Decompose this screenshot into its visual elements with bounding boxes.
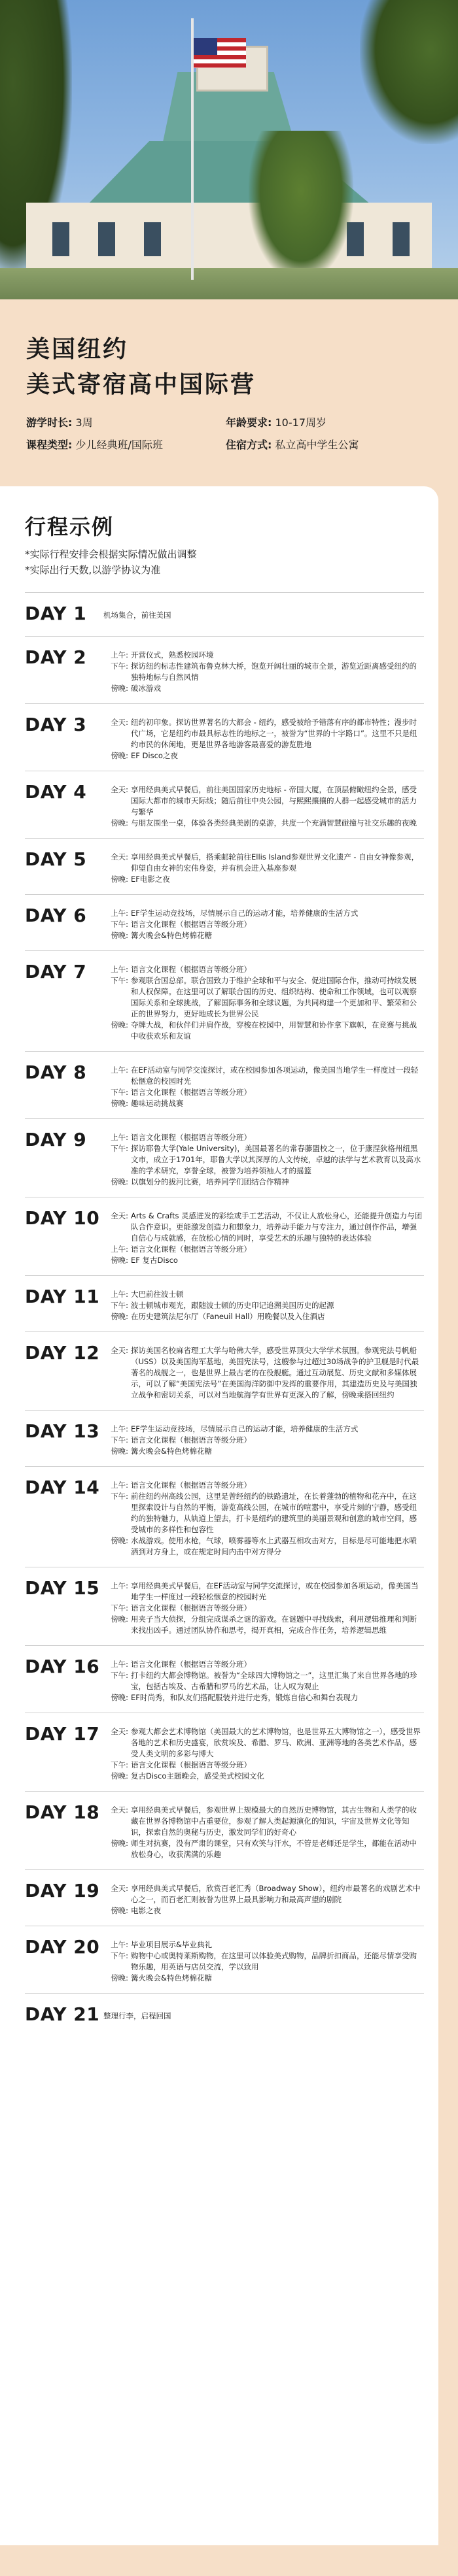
day-item — [25, 1466, 424, 1567]
day-label: DAY 9 — [25, 1129, 87, 1150]
day-schedule — [103, 1205, 424, 1266]
activity-text: 复古Disco主题晚会，感受美式校园文化 — [131, 1771, 264, 1781]
time-of-day-label: 上午: — [111, 1290, 128, 1299]
time-of-day-label: 下午: — [111, 1760, 128, 1769]
time-of-day-label: 傍晚: — [111, 1447, 128, 1456]
time-of-day-label: 上午: — [111, 1660, 128, 1669]
day-schedule — [103, 959, 424, 1042]
time-of-day-label: 傍晚: — [111, 1839, 128, 1848]
schedule-row — [103, 650, 424, 661]
time-of-day-label: 全天: — [111, 1727, 128, 1736]
day-label: DAY 20 — [25, 1936, 100, 1958]
activity-text: EF Disco之夜 — [131, 751, 178, 760]
note: *实际出行天数,以游学协议为准 — [25, 564, 161, 576]
time-of-day-label: 上午: — [111, 1581, 128, 1590]
activity-text: 篝火晚会&特色烤棉花糖 — [131, 1447, 212, 1456]
activity-text: 语言文化课程（根据语言等级分班） — [131, 1603, 251, 1613]
program-info — [26, 414, 433, 454]
tree-right — [360, 0, 458, 144]
day-label: DAY 18 — [25, 1801, 100, 1823]
time-of-day-label: 傍晚: — [111, 1771, 128, 1781]
activity-text: 语言文化课程（根据语言等级分班） — [131, 1133, 251, 1142]
schedule-row — [103, 1905, 424, 1916]
activity-text: 篝火晚会&特色烤棉花糖 — [131, 931, 212, 940]
activity-text: 探访耶鲁大学(Yale University)，美国最著名的常春藤盟校之一，位于康涅狄格州纽黑文市，成立于1701年，耶鲁大学以其深厚的人文传统，卓越的法学与艺术教育以及高水准的学术研究，享誉全球，被誉为培养领袖人才的摇篮 — [131, 1144, 421, 1175]
time-of-day-label: 下午: — [111, 920, 128, 929]
schedule-row — [103, 1435, 424, 1446]
day-label: DAY 4 — [25, 781, 87, 803]
activity-text: 语言文化课程（根据语言等级分班） — [131, 1660, 251, 1669]
day-label: DAY 14 — [25, 1477, 100, 1498]
activity-text: 开营仪式，熟悉校园环境 — [131, 650, 214, 660]
day-schedule — [103, 1340, 424, 1401]
activity-text: 前往纽约州高线公园，这里是曾经纽约的铁路遗址，在长着蓬勃的植物和花卉中，在这里探索设计与自然的平衡，游览高线公园，在城市的喧嚣中，享受片刻的宁静，感受纽约的独特魅力，从轨道上望去，打卡是纽约的建筑里的美丽景观和创意的城市空间，感受城市的多样性和包容性 — [131, 1492, 417, 1534]
time-of-day-label: 下午: — [111, 1492, 128, 1501]
ground — [0, 268, 458, 299]
schedule-row — [103, 1446, 424, 1457]
schedule-row — [103, 1480, 424, 1491]
day-schedule — [103, 779, 424, 829]
day-item — [25, 1993, 424, 2037]
time-of-day-label: 全天: — [111, 1346, 128, 1355]
activity-text: EF学生运动竞技场，尽情展示自己的运动才能，培养健康的生活方式 — [131, 909, 359, 918]
schedule-row — [103, 1345, 424, 1401]
schedule-row — [103, 1311, 424, 1322]
day-label: DAY 16 — [25, 1656, 100, 1677]
itinerary-title: 行程示例 — [25, 514, 114, 539]
time-of-day-label: 傍晚: — [111, 1614, 128, 1624]
age-value: 10-17周岁 — [275, 416, 326, 429]
time-of-day-label: 上午: — [111, 1245, 128, 1254]
day-label: DAY 3 — [25, 714, 87, 735]
activity-text: 在历史建筑法尼尔厅（Faneuil Hall）用晚餐以及入住酒店 — [131, 1312, 325, 1321]
schedule-row — [103, 908, 424, 919]
day-item — [25, 1331, 424, 1410]
day-schedule — [103, 1934, 424, 1984]
day-schedule — [103, 1475, 424, 1558]
day-item — [25, 1197, 424, 1275]
day-item — [25, 894, 424, 950]
day-item — [25, 1275, 424, 1331]
day-schedule — [103, 1060, 424, 1109]
schedule-row — [103, 919, 424, 930]
schedule-row — [103, 1087, 424, 1098]
day-label: DAY 12 — [25, 1342, 100, 1363]
schedule-row — [103, 1838, 424, 1860]
activity-text: 语言文化课程（根据语言等级分班） — [131, 1760, 251, 1769]
day-schedule — [103, 1284, 424, 1322]
building-wall — [26, 203, 432, 275]
time-of-day-label: 下午: — [111, 976, 128, 985]
schedule-row — [103, 717, 424, 750]
day-schedule — [103, 2001, 424, 2028]
time-of-day-label: 下午: — [111, 661, 128, 671]
time-of-day-label: 傍晚: — [111, 1099, 128, 1108]
title-line-2: 美式寄宿高中国际营 — [26, 371, 256, 398]
day-schedule — [103, 644, 424, 694]
day-item — [25, 1410, 424, 1466]
day-label: DAY 1 — [25, 603, 87, 624]
activity-text: 用夹子当大侦探，分组完成谋杀之谜的游戏。在谜题中寻找线索，利用逻辑推理和判断来找出凶手。通过团队协作和思考，揭开真相，完成合作任务，培养逻辑思维 — [131, 1614, 417, 1635]
activity-text: EF学生运动竞技场，尽情展示自己的运动才能，培养健康的生活方式 — [131, 1424, 359, 1433]
day-schedule — [103, 1418, 424, 1457]
duration-label: 游学时长: — [26, 416, 73, 429]
activity-text: 夺牌大战，和伙伴们并肩作战，穿梭在校园中，用智慧和协作拿下旗帜，在竞赛与挑战中收获欢乐和友谊 — [131, 1020, 417, 1041]
day-label: DAY 8 — [25, 1062, 87, 1083]
time-of-day-label: 傍晚: — [111, 1973, 128, 1982]
day-schedule — [103, 903, 424, 941]
schedule-row — [103, 1535, 424, 1558]
day-item — [25, 1645, 424, 1713]
schedule-row — [103, 1020, 424, 1042]
time-of-day-label: 全天: — [111, 718, 128, 727]
time-of-day-label: 全天: — [111, 1805, 128, 1815]
day-label: DAY 11 — [25, 1286, 100, 1307]
schedule-row — [103, 1300, 424, 1311]
day-item — [25, 1713, 424, 1791]
schedule-row — [103, 1670, 424, 1692]
age-label: 年龄要求: — [226, 416, 272, 429]
activity-text: 篝火晚会&特色烤棉花糖 — [131, 1973, 212, 1982]
course-type — [26, 437, 226, 454]
course-type-label: 课程类型: — [26, 439, 73, 451]
schedule-row — [103, 1771, 424, 1782]
day-schedule — [103, 1575, 424, 1636]
time-of-day-label: 傍晚: — [111, 1693, 128, 1702]
time-of-day-label: 下午: — [111, 1951, 128, 1960]
schedule-row — [103, 1614, 424, 1636]
day-label: DAY 21 — [25, 2003, 100, 2025]
activity-text: 享用经典美式早餐后，前往美国国家历史地标 - 帝国大厦，在顶层俯瞰纽约全景，感受国际大都市的城市天际线；随后前往中央公园，与熙熙攘攘的人群一起感受城市的活力与繁华 — [131, 785, 417, 816]
time-of-day-label: 傍晚: — [111, 875, 128, 884]
day-summary: 整理行李，启程回国 — [103, 2011, 171, 2020]
schedule-row — [103, 1760, 424, 1771]
activity-text: 探访美国名校麻省理工大学与哈佛大学，感受世界顶尖大学学术氛围。参观宪法号帆船（USS）以及美国海军基地，美国宪法号，这艘参与过超过30场战争的护卫舰是时代最著名的战舰之一，也是世界上最古老的在役舰艇。通过互动展览、历史文献和多媒体展示，可以了解“美国宪法号”在美国海洋防御中发挥的重要作用，其建造历史及与美国独立战争和密切关系，可以对当地航海学有世界有更深入的了解，傍晚乘搭回纽约 — [131, 1346, 419, 1399]
time-of-day-label: 傍晚: — [111, 1177, 128, 1186]
activity-text: 毕业项目展示&毕业典礼 — [131, 1940, 212, 1949]
activity-text: 大巴前往波士顿 — [131, 1290, 184, 1299]
schedule-row — [103, 975, 424, 1020]
time-of-day-label: 下午: — [111, 1671, 128, 1680]
day-label: DAY 13 — [25, 1420, 100, 1442]
time-of-day-label: 下午: — [111, 1301, 128, 1310]
activity-text: 享用经典美式早餐后，欣赏百老汇秀（Broadway Show），纽约市最著名的戏剧艺术中心之一，而百老汇则被誉为世界上最具影响力和最高声望的剧院 — [131, 1884, 421, 1904]
day-label: DAY 5 — [25, 848, 87, 870]
schedule-row — [103, 750, 424, 761]
schedule-row — [103, 1973, 424, 1984]
day-schedule — [103, 846, 424, 885]
itinerary-notes — [25, 546, 424, 578]
window — [52, 222, 69, 256]
schedule-row — [103, 852, 424, 874]
time-of-day-label: 上午: — [111, 1065, 128, 1075]
title-line-1: 美国纽约 — [26, 336, 129, 363]
activity-text: 享用经典美式早餐后，在EF活动室与同学交流探讨，或在校园参加各项运动，像美国当地学生一样度过一段轻松惬意的校园时光 — [131, 1581, 419, 1601]
time-of-day-label: 下午: — [111, 1603, 128, 1613]
time-of-day-label: 上午: — [111, 909, 128, 918]
activity-text: 享用经典美式早餐后，搭乘邮轮前往Ellis Island参观世界文化遗产 - 自由女神像参观，仰望自由女神的宏伟身姿，并有机会进入基座参观 — [131, 852, 419, 873]
time-of-day-label: 傍晚: — [111, 684, 128, 693]
day-schedule — [103, 1799, 424, 1860]
day-item — [25, 771, 424, 838]
time-of-day-label: 傍晚: — [111, 751, 128, 760]
time-of-day-label: 上午: — [111, 1940, 128, 1949]
activity-text: 电影之夜 — [131, 1906, 161, 1915]
title-block — [0, 299, 458, 467]
activity-text: 师生对抗赛，没有严肃的课堂，只有欢笑与汗水，不管是老师还是学生，都能在活动中放松身心，收获满满的乐趣 — [131, 1839, 417, 1859]
tree-middle — [249, 131, 353, 281]
day-label: DAY 19 — [25, 1880, 100, 1901]
activity-text: 购物中心或奥特莱斯购物，在这里可以体验美式购物，品牌折扣商品，还能尽情享受购物乐趣，用英语与店员交流，学以致用 — [131, 1951, 417, 1971]
activity-text: 参观大都会艺术博物馆（美国最大的艺术博物馆，也是世界五大博物馆之一），感受世界各地的艺术和历史盛宴，欣赏埃及、希腊、罗马、欧洲、亚洲等地的各类艺术作品，感受人类文明的多彩与博大 — [131, 1727, 421, 1758]
day-label: DAY 7 — [25, 961, 87, 982]
activity-text: 趣味运动挑战赛 — [131, 1099, 184, 1108]
day-item — [25, 1791, 424, 1869]
activity-text: 语言文化课程（根据语言等级分班） — [131, 920, 251, 929]
day-schedule — [103, 1878, 424, 1916]
schedule-row — [103, 964, 424, 975]
day-label: DAY 2 — [25, 646, 87, 668]
activity-text: 语言文化课程（根据语言等级分班） — [131, 1088, 251, 1097]
day-item — [25, 838, 424, 894]
time-of-day-label: 全天: — [111, 785, 128, 794]
time-of-day-label: 傍晚: — [111, 1020, 128, 1029]
schedule-row — [103, 1244, 424, 1255]
activity-text: 语言文化课程（根据语言等级分班） — [131, 965, 251, 974]
schedule-row — [103, 1289, 424, 1300]
activity-text: 在EF活动室与同学交流探讨，或在校园参加各项运动，像美国当地学生一样度过一段轻松惬意的校园时光 — [131, 1065, 419, 1086]
schedule-row — [103, 1805, 424, 1838]
activity-text: 打卡纽约大都会博物馆。被誉为“全球四大博物馆之一”，这里汇集了来自世界各地的珍宝，包括古埃及、古希腊和罗马的艺术品，让人叹为观止 — [131, 1671, 417, 1691]
schedule-row — [103, 1603, 424, 1614]
day-label: DAY 15 — [25, 1577, 100, 1599]
day-item — [25, 1567, 424, 1645]
day-schedule — [103, 1654, 424, 1703]
day-item — [25, 1118, 424, 1197]
day-summary: 机场集合，前往美国 — [103, 611, 171, 620]
time-of-day-label: 上午: — [111, 1424, 128, 1433]
day-label: DAY 17 — [25, 1723, 100, 1745]
itinerary-card — [0, 486, 438, 2545]
schedule-row — [103, 930, 424, 941]
time-of-day-label: 傍晚: — [111, 1256, 128, 1265]
time-of-day-label: 傍晚: — [111, 818, 128, 828]
schedule-row — [103, 1726, 424, 1760]
activity-text: 语言文化课程（根据语言等级分班） — [131, 1435, 251, 1445]
activity-text: 享用经典美式早餐后，参观世界上规模最大的自然历史博物馆，其古生物和人类学的收藏在世界各博物馆中占重要位，参观了解人类起源演化的知识，宇宙及世界文化等知识，探索自然的奥秘与历史，激发同学们的好奇心 — [131, 1805, 417, 1837]
schedule-row — [103, 1065, 424, 1087]
schedule-row — [103, 1581, 424, 1603]
day-item — [25, 950, 424, 1051]
activity-text: 水战游戏。使用水枪，气球，喷雾器等水上武器互相攻击对方，目标是尽可能地把水喷洒到对方身上，或在规定时间内击中对方得分 — [131, 1536, 417, 1556]
american-flag-icon — [194, 38, 246, 68]
schedule-row — [103, 1950, 424, 1973]
activity-text: 探访纽约标志性建筑布鲁克林大桥，饱览开阔壮丽的城市全景，游览近距离感受纽约的独特地标与自然风情 — [131, 661, 417, 682]
day-schedule — [103, 712, 424, 761]
day-schedule — [103, 1127, 424, 1188]
time-of-day-label: 傍晚: — [111, 931, 128, 940]
window — [393, 222, 410, 256]
schedule-row — [103, 1143, 424, 1177]
day-label: DAY 10 — [25, 1207, 100, 1229]
window — [144, 222, 161, 256]
duration — [26, 414, 226, 431]
schedule-row — [103, 1132, 424, 1143]
activity-text: EF时尚秀，和队友们搭配服装并进行走秀，锻炼自信心和舞台表现力 — [131, 1693, 359, 1702]
time-of-day-label: 上午: — [111, 1480, 128, 1490]
lodging — [226, 437, 425, 454]
time-of-day-label: 全天: — [111, 852, 128, 861]
note: *实际行程安排会根据实际情况做出调整 — [25, 548, 197, 560]
schedule-row — [103, 1098, 424, 1109]
activity-text: EF电影之夜 — [131, 875, 170, 884]
lodging-label: 住宿方式: — [226, 439, 272, 451]
activity-text: 语言文化课程（根据语言等级分班） — [131, 1245, 251, 1254]
day-schedule — [103, 601, 424, 627]
day-item — [25, 1869, 424, 1926]
day-item — [25, 636, 424, 703]
window — [98, 222, 115, 256]
day-list — [25, 592, 424, 2037]
duration-value: 3周 — [75, 416, 93, 429]
schedule-row — [103, 874, 424, 885]
schedule-row — [103, 683, 424, 694]
activity-text: 参观联合国总部。联合国致力于维护全球和平与安全、促进国际合作，推动可持续发展和人权保障。在这里可以了解联合国的历史、组织结构、使命和工作领域，也可以观察国际关系和全球挑战，了解国际事务和全球议题，为共同构建一个更加和平、繁荣和公正的世界努力，更好地成长为世界公民 — [131, 976, 417, 1018]
schedule-row — [103, 1939, 424, 1950]
activity-text: 破冰游戏 — [131, 684, 161, 693]
hero-image — [0, 0, 458, 299]
time-of-day-label: 下午: — [111, 1435, 128, 1445]
schedule-row — [103, 1692, 424, 1703]
course-type-value: 少儿经典班/国际班 — [75, 439, 163, 451]
time-of-day-label: 上午: — [111, 1133, 128, 1142]
time-of-day-label: 傍晚: — [111, 1906, 128, 1915]
schedule-row — [103, 1491, 424, 1535]
day-item — [25, 1051, 424, 1118]
time-of-day-label: 下午: — [111, 1088, 128, 1097]
schedule-row — [103, 1255, 424, 1266]
time-of-day-label: 全天: — [111, 1884, 128, 1893]
time-of-day-label: 傍晚: — [111, 1312, 128, 1321]
activity-text: EF 复古Disco — [131, 1256, 178, 1265]
day-schedule — [103, 1721, 424, 1782]
time-of-day-label: 上午: — [111, 965, 128, 974]
day-item — [25, 592, 424, 636]
time-of-day-label: 上午: — [111, 650, 128, 660]
schedule-row — [103, 1211, 424, 1244]
schedule-row — [103, 1883, 424, 1905]
time-of-day-label: 全天: — [111, 1211, 128, 1220]
time-of-day-label: 下午: — [111, 1144, 128, 1153]
age — [226, 414, 425, 431]
activity-text: 与朋友围坐一桌，体验各类经典美剧的桌游，共度一个充满智慧碰撞与社交乐趣的夜晚 — [131, 818, 417, 828]
day-item — [25, 703, 424, 771]
schedule-row — [103, 661, 424, 683]
activity-text: 以旗划分的拔河比赛，培养同学们团结合作精神 — [131, 1177, 289, 1186]
day-label: DAY 6 — [25, 905, 87, 926]
schedule-row — [103, 784, 424, 818]
activity-text: 语言文化课程（根据语言等级分班） — [131, 1480, 251, 1490]
schedule-row — [103, 1177, 424, 1188]
activity-text: 纽约初印象。探访世界著名的大都会 - 纽约，感受被给予错落有序的都市特性；漫步时代广场，它是纽约市最具标志性的地标之一，被誉为“世界的十字路口”。这里不只是纽约市民的休闲地，更是世界各地游客最喜爱的游览胜地 — [131, 718, 417, 749]
schedule-row — [103, 1659, 424, 1670]
activity-text: Arts & Crafts 灵感迸发的彩绘或手工艺活动，不仅让人放松身心，还能提升创造力与团队合作意识。更能激发创造力和想象力，培养动手能力与专注力，通过创作作品，增强自信心与成就感，在放松心情的同时，享受艺术的乐趣与独特的表达体验 — [131, 1211, 423, 1243]
activity-text: 波士顿城市观光，跟随波士顿的历史印记追溯美国历史的起源 — [131, 1301, 334, 1310]
schedule-row — [103, 1424, 424, 1435]
time-of-day-label: 傍晚: — [111, 1536, 128, 1545]
lodging-value: 私立高中学生公寓 — [275, 439, 359, 451]
schedule-row — [103, 818, 424, 829]
day-item — [25, 1926, 424, 1993]
